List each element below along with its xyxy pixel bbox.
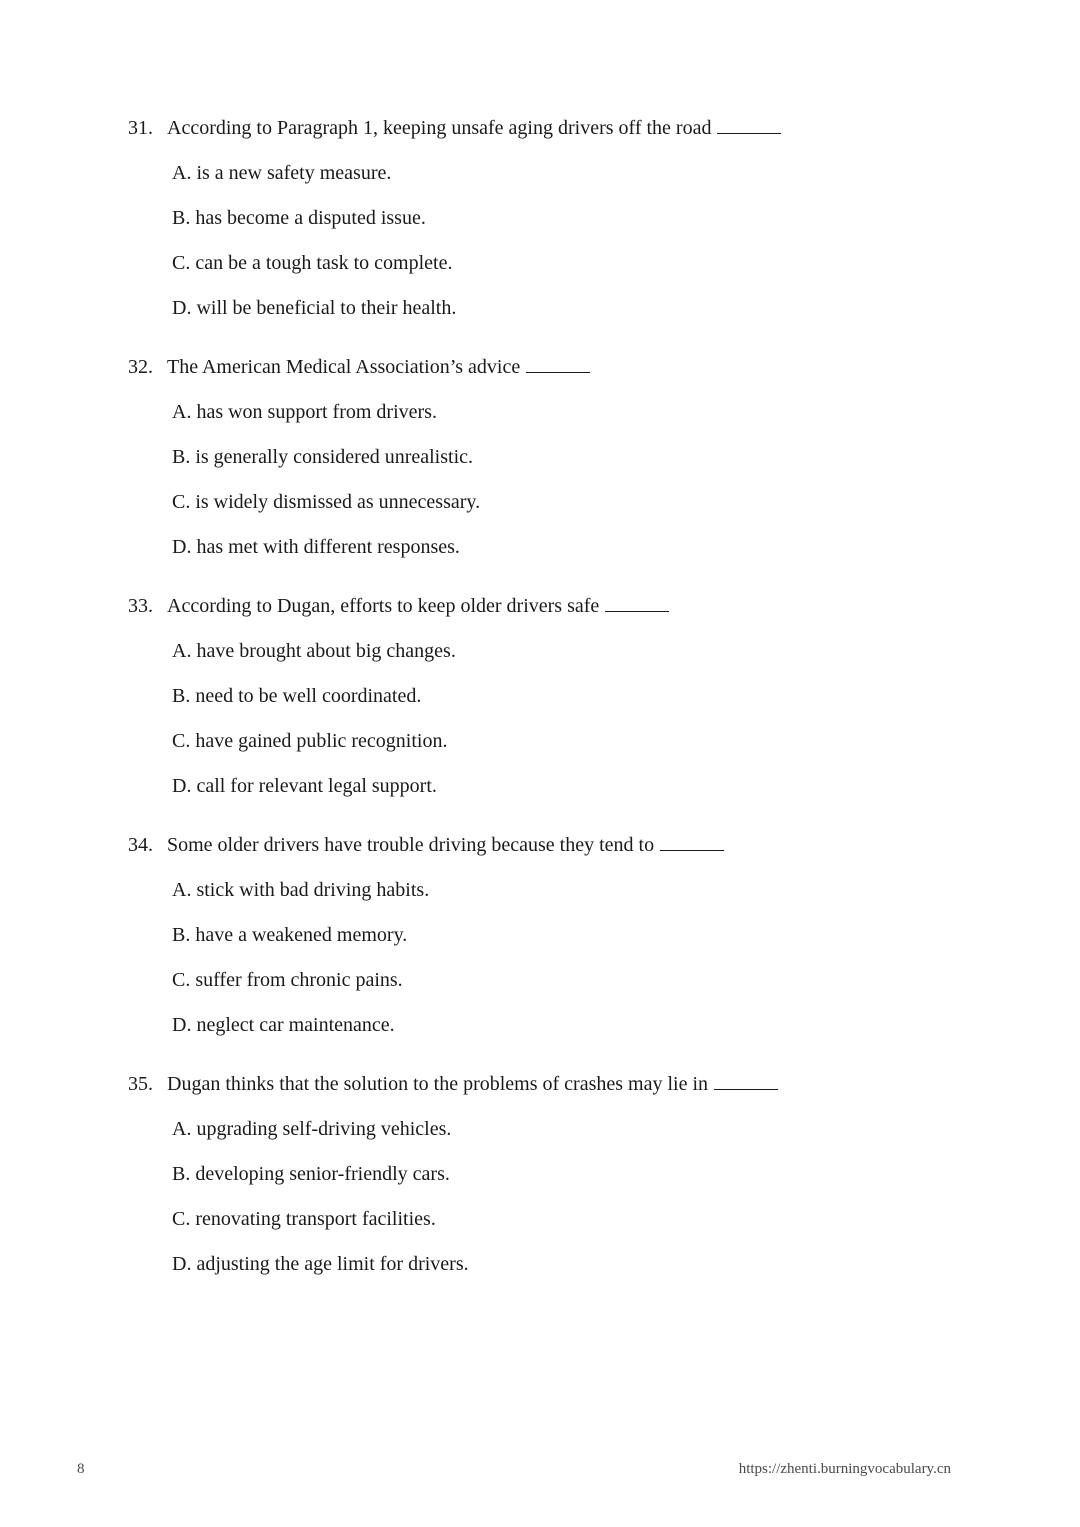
question-stem (128, 593, 988, 618)
answer-blank (714, 1071, 778, 1090)
question-32 (128, 354, 988, 559)
option-a: A. has won support from drivers. (172, 401, 437, 423)
option-b: B. developing senior-friendly cars. (172, 1163, 450, 1185)
question-text: According to Dugan, efforts to keep older drivers safe (167, 595, 600, 617)
question-stem (128, 354, 988, 379)
page-number: 8 (77, 1461, 85, 1477)
option-d: D. will be beneficial to their health. (172, 297, 457, 319)
option-c: C. can be a tough task to complete. (172, 252, 453, 274)
option-c: C. is widely dismissed as unnecessary. (172, 491, 481, 513)
option-d: D. has met with different responses. (172, 536, 460, 558)
answer-blank (717, 115, 781, 134)
answer-blank (526, 354, 590, 373)
option-b: B. has become a disputed issue. (172, 207, 426, 229)
option-a: A. stick with bad driving habits. (172, 879, 430, 901)
question-text: Some older drivers have trouble driving because they tend to (167, 834, 655, 856)
option-b: B. have a weakened memory. (172, 924, 408, 946)
option-b: B. is generally considered unrealistic. (172, 446, 474, 468)
option-a: A. have brought about big changes. (172, 640, 456, 662)
question-number: 34. (128, 834, 153, 856)
question-text: According to Paragraph 1, keeping unsafe aging drivers off the road (167, 117, 712, 139)
option-c: C. have gained public recognition. (172, 730, 448, 752)
question-number: 33. (128, 595, 153, 617)
question-34 (128, 832, 988, 1037)
question-stem (128, 832, 988, 857)
question-number: 35. (128, 1073, 153, 1095)
option-c: C. suffer from chronic pains. (172, 969, 403, 991)
question-stem (128, 115, 988, 140)
question-35 (128, 1071, 988, 1276)
question-33 (128, 593, 988, 798)
option-a: A. upgrading self-driving vehicles. (172, 1118, 452, 1140)
question-text: The American Medical Association’s advice (167, 356, 521, 378)
answer-blank (605, 593, 669, 612)
question-31 (128, 115, 988, 320)
question-number: 31. (128, 117, 153, 139)
question-number: 32. (128, 356, 153, 378)
option-b: B. need to be well coordinated. (172, 685, 422, 707)
option-a: A. is a new safety measure. (172, 162, 392, 184)
option-d: D. adjusting the age limit for drivers. (172, 1253, 469, 1275)
question-text: Dugan thinks that the solution to the problems of crashes may lie in (167, 1073, 709, 1095)
option-d: D. call for relevant legal support. (172, 775, 437, 797)
footer-url: https://zhenti.burningvocabulary.cn (738, 1461, 951, 1477)
question-stem (128, 1071, 988, 1096)
option-d: D. neglect car maintenance. (172, 1014, 395, 1036)
option-c: C. renovating transport facilities. (172, 1208, 436, 1230)
answer-blank (660, 832, 724, 851)
